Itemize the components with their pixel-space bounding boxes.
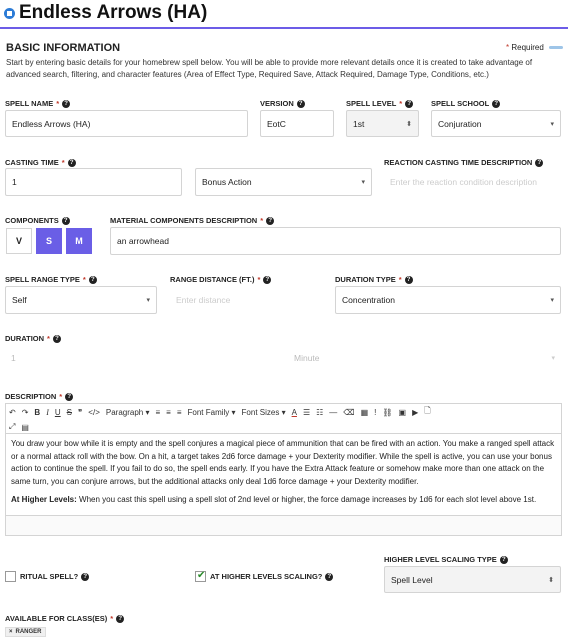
duration-unit-select[interactable]: Minute ▾ (294, 353, 555, 363)
text-color-icon[interactable]: A (291, 407, 297, 417)
image-icon[interactable]: ▣ (398, 407, 407, 417)
required-legend: * Required (506, 43, 544, 52)
help-icon[interactable]: ? (65, 393, 73, 401)
ritual-checkbox[interactable] (5, 571, 16, 582)
help-icon[interactable]: ? (325, 573, 333, 581)
help-icon[interactable]: ? (266, 217, 274, 225)
align-right-icon[interactable]: ≡ (176, 407, 182, 417)
duration-type-label: DURATION TYPE * ? (335, 275, 413, 284)
chevron-down-icon: ▾ (146, 297, 150, 304)
version-input[interactable]: EotC (260, 110, 334, 137)
component-somatic-toggle[interactable]: S (36, 228, 62, 254)
description-editor[interactable] (5, 433, 562, 516)
strikethrough-icon[interactable]: S (66, 407, 72, 417)
bold-icon[interactable]: B (34, 407, 41, 417)
horizontal-rule-icon[interactable]: — (329, 407, 338, 417)
help-icon[interactable]: ? (62, 100, 70, 108)
title-divider (0, 27, 568, 29)
scaling-type-select[interactable]: Spell Level ⬍ (384, 566, 561, 593)
help-icon[interactable]: ? (68, 159, 76, 167)
components-label: COMPONENTS ? (5, 216, 70, 225)
section-title: BASIC INFORMATION (6, 42, 121, 54)
spell-school-select[interactable]: Conjuration ▾ (431, 110, 561, 137)
scaling-type-label: HIGHER LEVEL SCALING TYPE ? (384, 555, 508, 564)
underline-icon[interactable]: U (54, 407, 61, 417)
description-body: You draw your bow while it is empty and the spell conjures a magical piece of ammunition that can be fired with an action. You make a ranged spell attack or a normal attack roll with the bow. On a hit, a target takes 2d6 force damage + your Dexterity modifier. While the spell is active, you can use your bonus action to continue the spell. If you fail to do so, the spell ends early. If you have the Extra Attack feature or somehow make more than one attack on the same turn, you can conjure arrows, but the additional attacks only deal 1d6 force damage + your Dexterity modifier. (11, 439, 555, 486)
home-icon[interactable] (4, 8, 15, 19)
special-char-icon[interactable]: ! (374, 407, 377, 417)
help-icon[interactable]: ? (492, 100, 500, 108)
reaction-desc-label: REACTION CASTING TIME DESCRIPTION ? (384, 158, 543, 167)
help-icon[interactable]: ? (405, 276, 413, 284)
chevron-down-icon: ▾ (551, 355, 555, 362)
help-icon[interactable]: ? (263, 276, 271, 284)
material-desc-label: MATERIAL COMPONENTS DESCRIPTION * ? (110, 216, 274, 225)
italic-icon[interactable]: I (46, 407, 49, 417)
range-type-select[interactable]: Self ▾ (5, 286, 157, 314)
component-verbal-toggle[interactable]: V (6, 228, 32, 254)
updown-icon: ⬍ (406, 120, 412, 128)
duration-type-select[interactable]: Concentration ▾ (335, 286, 561, 314)
component-material-toggle[interactable]: M (66, 228, 92, 254)
chevron-down-icon: ▾ (550, 120, 554, 128)
help-icon[interactable]: ? (405, 100, 413, 108)
font-sizes-select[interactable]: Font Sizes ▾ (241, 407, 286, 417)
range-type-label: SPELL RANGE TYPE * ? (5, 275, 97, 284)
remove-tag-icon[interactable]: × (9, 629, 13, 635)
updown-icon: ⬍ (548, 576, 554, 584)
class-tag-ranger: × RANGER (5, 627, 46, 637)
bullet-list-icon[interactable]: ☰ (302, 407, 311, 417)
reaction-desc-input[interactable]: Enter the reaction condition description (390, 177, 537, 187)
help-icon[interactable]: ? (297, 100, 305, 108)
table-icon[interactable]: ▦ (360, 407, 369, 417)
help-icon[interactable]: ? (53, 335, 61, 343)
editor-resize-bar[interactable] (5, 516, 562, 536)
numbered-list-icon[interactable]: ☷ (316, 407, 324, 417)
casting-time-label: CASTING TIME * ? (5, 158, 76, 167)
casting-time-unit-select[interactable]: Bonus Action ▾ (195, 168, 372, 196)
material-desc-input[interactable]: an arrowhead (110, 227, 561, 255)
casting-time-input[interactable]: 1 (5, 168, 182, 196)
spell-school-label: SPELL SCHOOL ? (431, 99, 500, 108)
help-icon[interactable]: ? (62, 217, 70, 225)
help-icon[interactable]: ? (89, 276, 97, 284)
duration-input[interactable]: 1 (11, 353, 16, 363)
help-icon[interactable]: ? (500, 556, 508, 564)
higher-levels-paragraph: At Higher Levels: When you cast this spell using a spell slot of 2nd level or higher, the force damage increases by 1d6 for each slot level above 1st. (11, 495, 537, 504)
spell-name-label: SPELL NAME * ? (5, 99, 70, 108)
help-icon[interactable]: ? (81, 573, 89, 581)
range-distance-label: RANGE DISTANCE (FT.) * ? (170, 275, 271, 284)
font-family-select[interactable]: Font Family ▾ (187, 407, 236, 417)
version-label: VERSION ? (260, 99, 305, 108)
align-center-icon[interactable]: ≡ (166, 407, 171, 417)
align-left-icon[interactable]: ≡ (155, 407, 161, 417)
redo-icon[interactable]: ↷ (21, 407, 29, 417)
chevron-down-icon: ▾ (550, 297, 554, 304)
spell-level-label: SPELL LEVEL * ? (346, 99, 413, 108)
fullscreen-icon[interactable]: ⤢ (9, 422, 16, 431)
help-icon[interactable]: ? (535, 159, 543, 167)
components-group (6, 228, 92, 254)
media-icon[interactable]: ▶ (412, 407, 419, 417)
range-distance-input[interactable]: Enter distance (176, 295, 231, 305)
spell-level-select[interactable]: 1st ⬍ (346, 110, 419, 137)
ritual-row: RITUAL SPELL? ? (5, 571, 89, 582)
editor-toolbar (5, 403, 562, 433)
collapse-handle[interactable] (549, 46, 563, 49)
description-label: DESCRIPTION * ? (5, 392, 73, 401)
clear-format-icon[interactable]: ⌫ (343, 407, 355, 417)
higher-scaling-row: ✔ AT HIGHER LEVELS SCALING? ? (195, 571, 333, 582)
document-icon[interactable]: 🗋 (424, 406, 431, 415)
calculator-icon[interactable]: ▤ (21, 422, 29, 432)
help-icon[interactable]: ? (116, 615, 124, 623)
blockquote-icon[interactable]: ❞ (77, 407, 83, 417)
higher-scaling-checkbox[interactable] (195, 571, 206, 582)
page-title: Endless Arrows (HA) (19, 2, 208, 23)
classes-label: AVAILABLE FOR CLASS(ES) * ? (5, 614, 124, 623)
intro-text: Start by entering basic details for your homebrew spell below. You will be able to provide more relevant details once it is created to take advantage of advanced search, filtering, and character features (Area of Effect Type, Required Save, Attack Required, Damage Type, Conditions, etc.) (6, 58, 533, 79)
undo-icon[interactable]: ↶ (9, 407, 16, 417)
duration-label: DURATION * ? (5, 334, 61, 343)
paragraph-select[interactable]: Paragraph ▾ (105, 407, 150, 417)
chevron-down-icon: ▾ (361, 179, 365, 186)
spell-name-input[interactable]: Endless Arrows (HA) (5, 110, 248, 137)
code-icon[interactable]: </> (88, 407, 100, 417)
page-title-row (4, 2, 207, 24)
link-icon[interactable]: ⛓ (382, 407, 393, 417)
